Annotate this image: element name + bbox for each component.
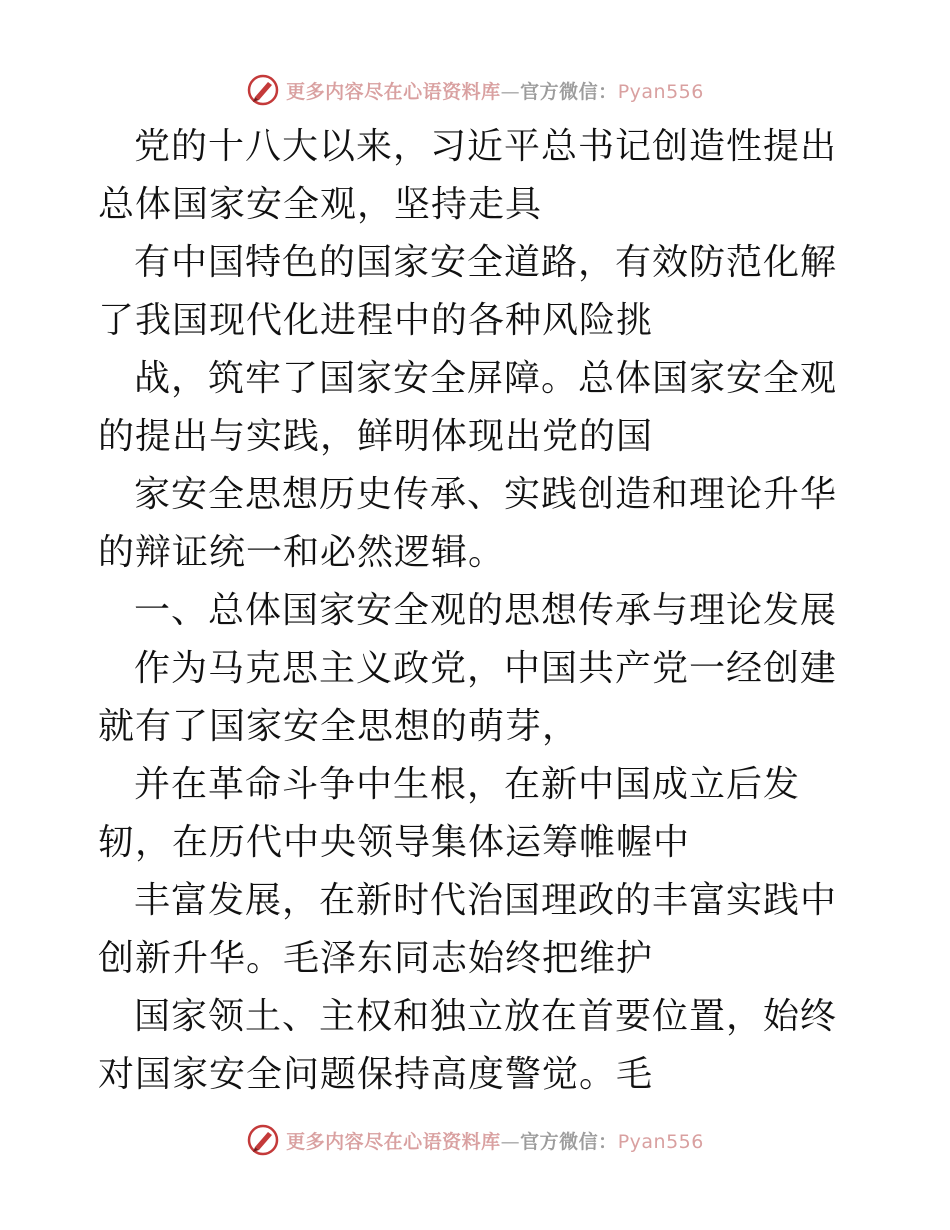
watermark-text bbox=[286, 1127, 704, 1154]
paragraph: 家安全思想历史传承、实践创造和理论升华的辩证统一和必然逻辑。 bbox=[98, 474, 838, 573]
watermark-id: Pyan556 bbox=[617, 80, 704, 103]
paragraph: 并在革命斗争中生根，在新中国成立后发轫，在历代中央领导集体运筹帷幄中 bbox=[98, 764, 801, 863]
pen-logo-icon bbox=[246, 73, 280, 107]
watermark-sub: 官方微信： bbox=[520, 80, 618, 103]
pen-logo-icon bbox=[246, 1123, 280, 1157]
paragraph: 作为马克思主义政党，中国共产党一经创建就有了国家安全思想的萌芽， bbox=[98, 648, 838, 747]
watermark-main: 更多内容尽在心语资料库 bbox=[286, 1130, 501, 1153]
watermark-text bbox=[286, 77, 704, 104]
paragraph: 国家领土、主权和独立放在首要位置，始终对国家安全问题保持高度警觉。毛 bbox=[98, 996, 838, 1095]
paragraph: 有中国特色的国家安全道路，有效防范化解了我国现代化进程中的各种风险挑 bbox=[98, 242, 838, 341]
paragraph: 党的十八大以来，习近平总书记创造性提出总体国家安全观，坚持走具 bbox=[98, 126, 838, 225]
watermark-dash: — bbox=[500, 80, 521, 103]
header-watermark bbox=[0, 70, 950, 110]
paragraph: 丰富发展，在新时代治国理政的丰富实践中创新升华。毛泽东同志始终把维护 bbox=[98, 880, 838, 979]
section-heading: 一、总体国家安全观的思想传承与理论发展 bbox=[134, 590, 838, 631]
document-body bbox=[98, 118, 858, 1104]
paragraph: 战，筑牢了国家安全屏障。总体国家安全观的提出与实践，鲜明体现出党的国 bbox=[98, 358, 838, 457]
watermark-sub: 官方微信： bbox=[520, 1130, 618, 1153]
watermark-main: 更多内容尽在心语资料库 bbox=[286, 80, 501, 103]
watermark-id: Pyan556 bbox=[617, 1130, 704, 1153]
footer-watermark bbox=[0, 1120, 950, 1160]
watermark-dash: — bbox=[500, 1130, 521, 1153]
